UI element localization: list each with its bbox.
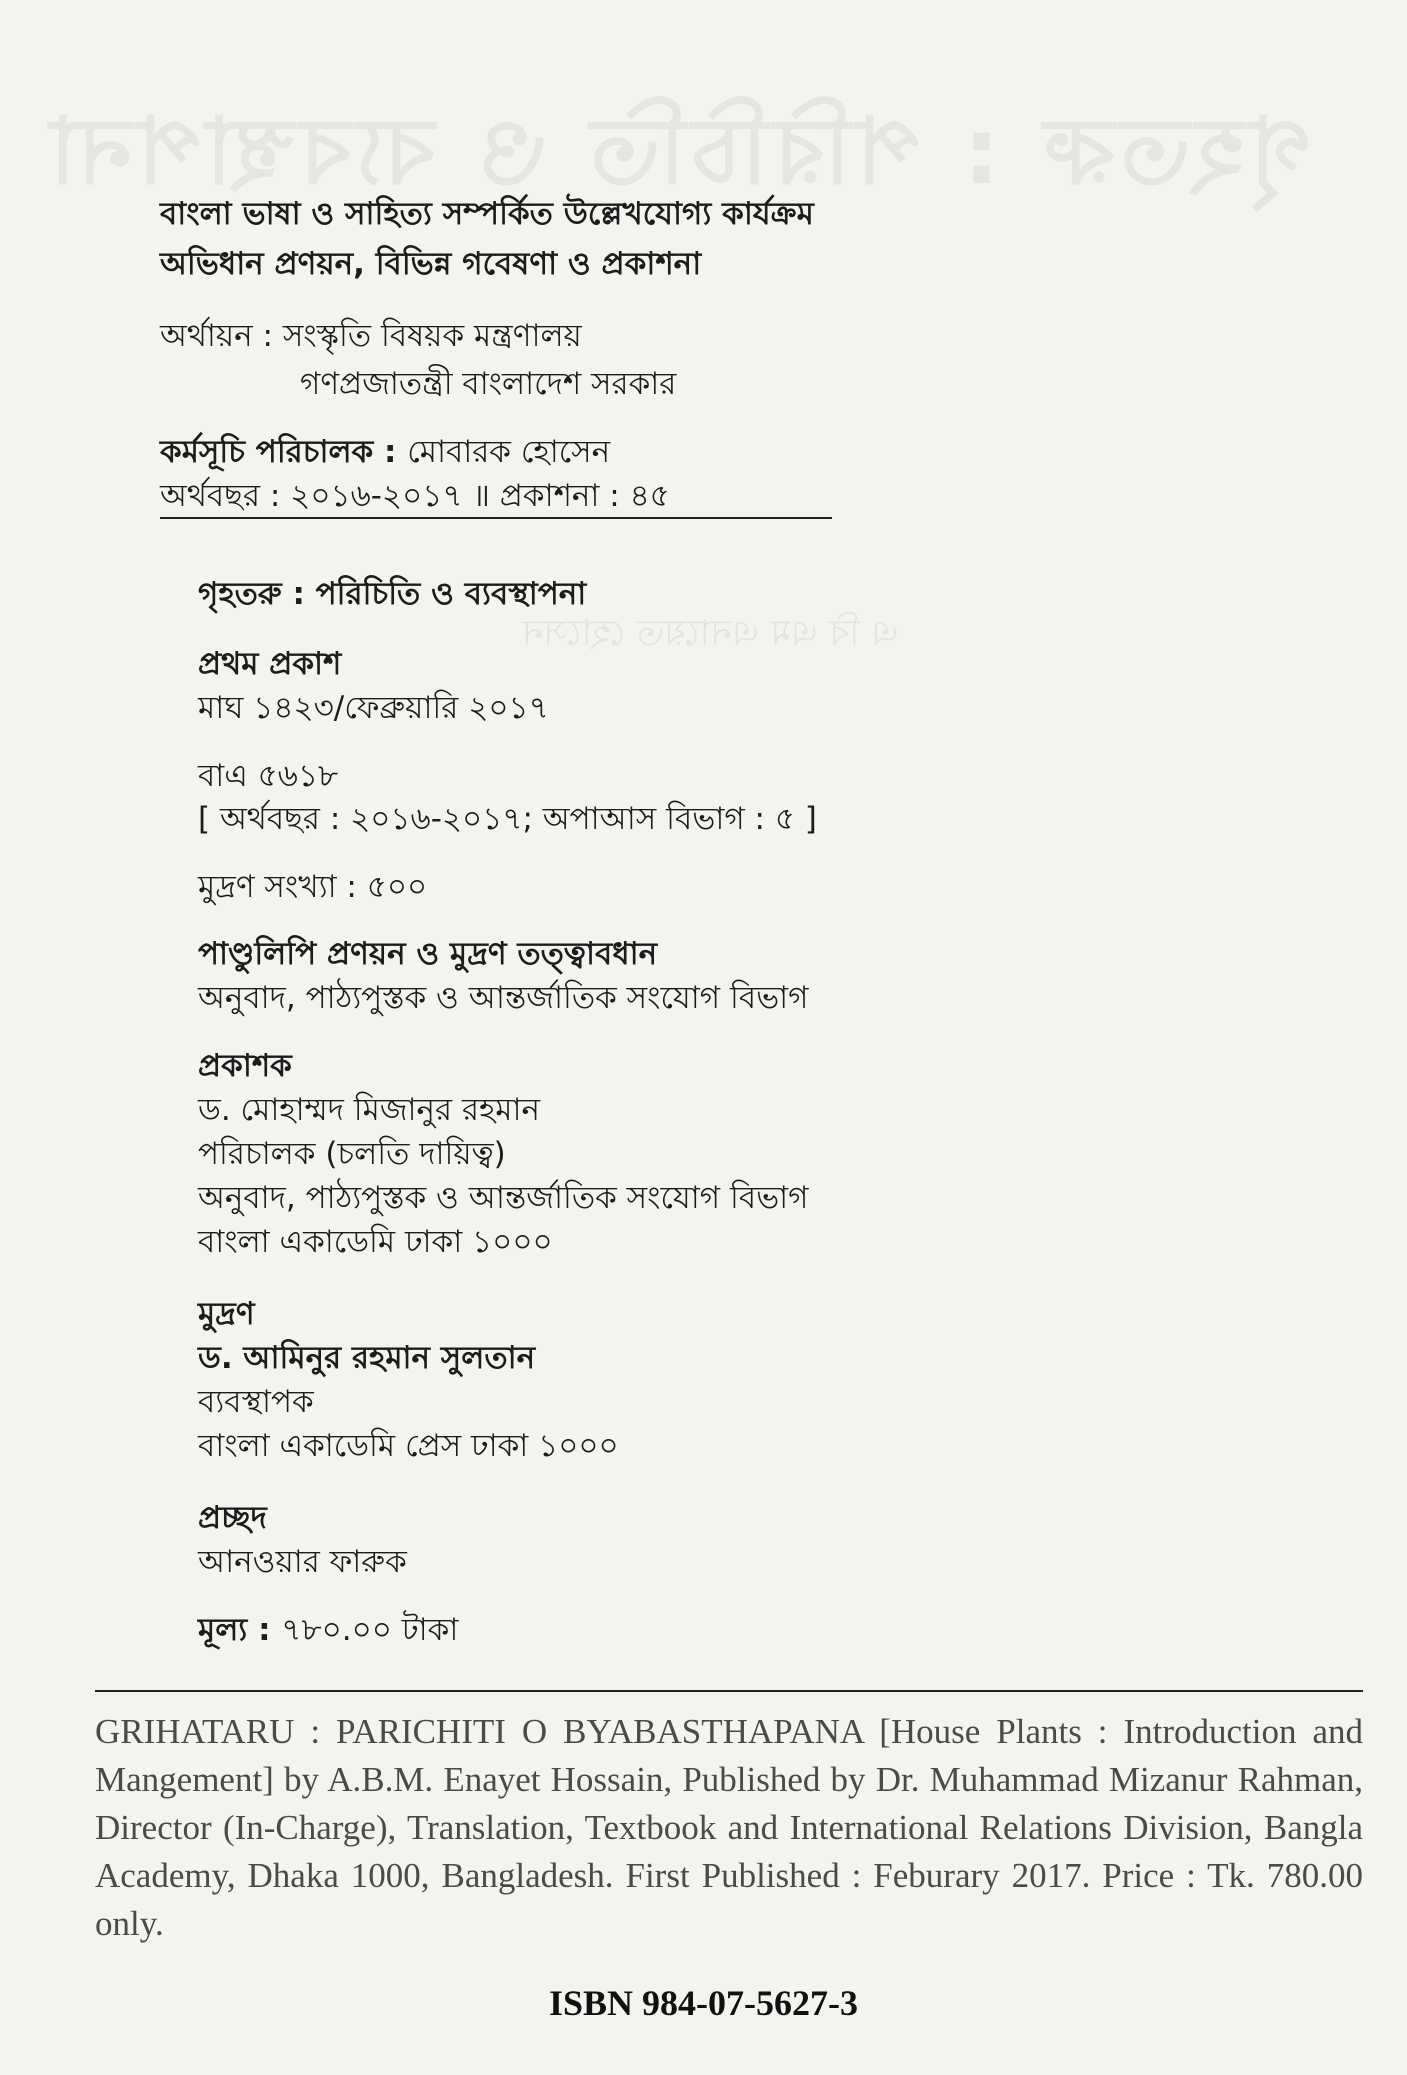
publisher-division: অনুবাদ, পাঠ্যপুস্তক ও আন্তর্জাতিক সংযোগ বিভাগ [198,1180,809,1216]
manuscript-label: পাণ্ডুলিপি প্রণয়ন ও মুদ্রণ তত্ত্বাবধান [198,936,658,972]
publisher-label: প্রকাশক [198,1048,292,1084]
funding-line-2: গণপ্রজাতন্ত্রী বাংলাদেশ সরকার [300,366,677,402]
publisher-address: বাংলা একাডেমি ঢাকা ১০০০ [198,1224,553,1260]
price [198,1606,458,1658]
first-published-label: প্রথম প্রকাশ [198,646,342,682]
publisher-role: পরিচালক (চলতি দায়িত্ব) [198,1136,506,1172]
printing-label: মুদ্রণ [198,1296,255,1332]
cover-label: প্রচ্ছদ [198,1500,267,1536]
english-imprint: GRIHATARU : PARICHITI O BYABASTHAPANA [House Plants : Introduction and Mangement] by A.B.M. Enayet Hossain, Published by Dr. Muhammad Mizanur Rahman, Director (In-Charge), Translation, Textbook and International Relations Division, Bangla Academy, Dhaka 1000, Bangladesh. First Published : Feburary 2017. Price : Tk. 780.00 only. [95,1712,1363,1943]
header-divider [160,517,832,519]
printing-address: বাংলা একাডেমি প্রেস ঢাকা ১০০০ [198,1428,619,1464]
manuscript-division: অনুবাদ, পাঠ্যপুস্তক ও আন্তর্জাতিক সংযোগ বিভাগ [198,980,809,1016]
program-title: বাংলা ভাষা ও সাহিত্য সম্পর্কিত উল্লেখযোগ্য কার্যক্রম [160,196,814,232]
bleed-through-title: গৃহতরু : পরিচিতি ও ব্যবস্থাপনা [43,98,1310,205]
print-run: মুদ্রণ সংখ্যা : ৫০০ [198,869,428,905]
program-director-name: মোবারক হোসেন [407,434,611,470]
price-label: মূল্য : [198,1612,282,1648]
program-director-label: কর্মসূচি পরিচালক : [160,434,408,470]
printing-role: ব্যবস্থাপক [198,1384,314,1420]
first-published-date: মাঘ ১৪২৩/ফেব্রুয়ারি ২০১৭ [198,690,549,726]
publisher-name: ড. মোহাম্মদ মিজানুর রহমান [198,1092,540,1128]
footer-divider [95,1690,1363,1692]
printing-name: ড. আমিনুর রহমান সুলতান [198,1340,536,1376]
fiscal-year-line: অর্থবছর : ২০১৬-২০১৭ ॥ প্রকাশনা : ৪৫ [160,478,670,514]
price-value: ৭৮০.০০ টাকা [281,1612,459,1648]
catalog-number: বাএ ৫৬১৮ [198,758,339,794]
bleed-through-text: এ বি এম এনায়েত হোসেন [521,613,899,654]
book-title: গৃহতরু : পরিচিতি ও ব্যবস্থাপনা [198,576,587,612]
cover-artist: আনওয়ার ফারুক [198,1544,407,1580]
program-subtitle: অভিধান প্রণয়ন, বিভিন্ন গবেষণা ও প্রকাশনা [160,246,702,282]
catalog-detail: [ অর্থবছর : ২০১৬-২০১৭; অপাআস বিভাগ : ৫ ] [198,801,817,837]
funding-line: অর্থায়ন : সংস্কৃতি বিষয়ক মন্ত্রণালয় [160,318,582,354]
isbn: ISBN 984-07-5627-3 [548,1983,858,2023]
